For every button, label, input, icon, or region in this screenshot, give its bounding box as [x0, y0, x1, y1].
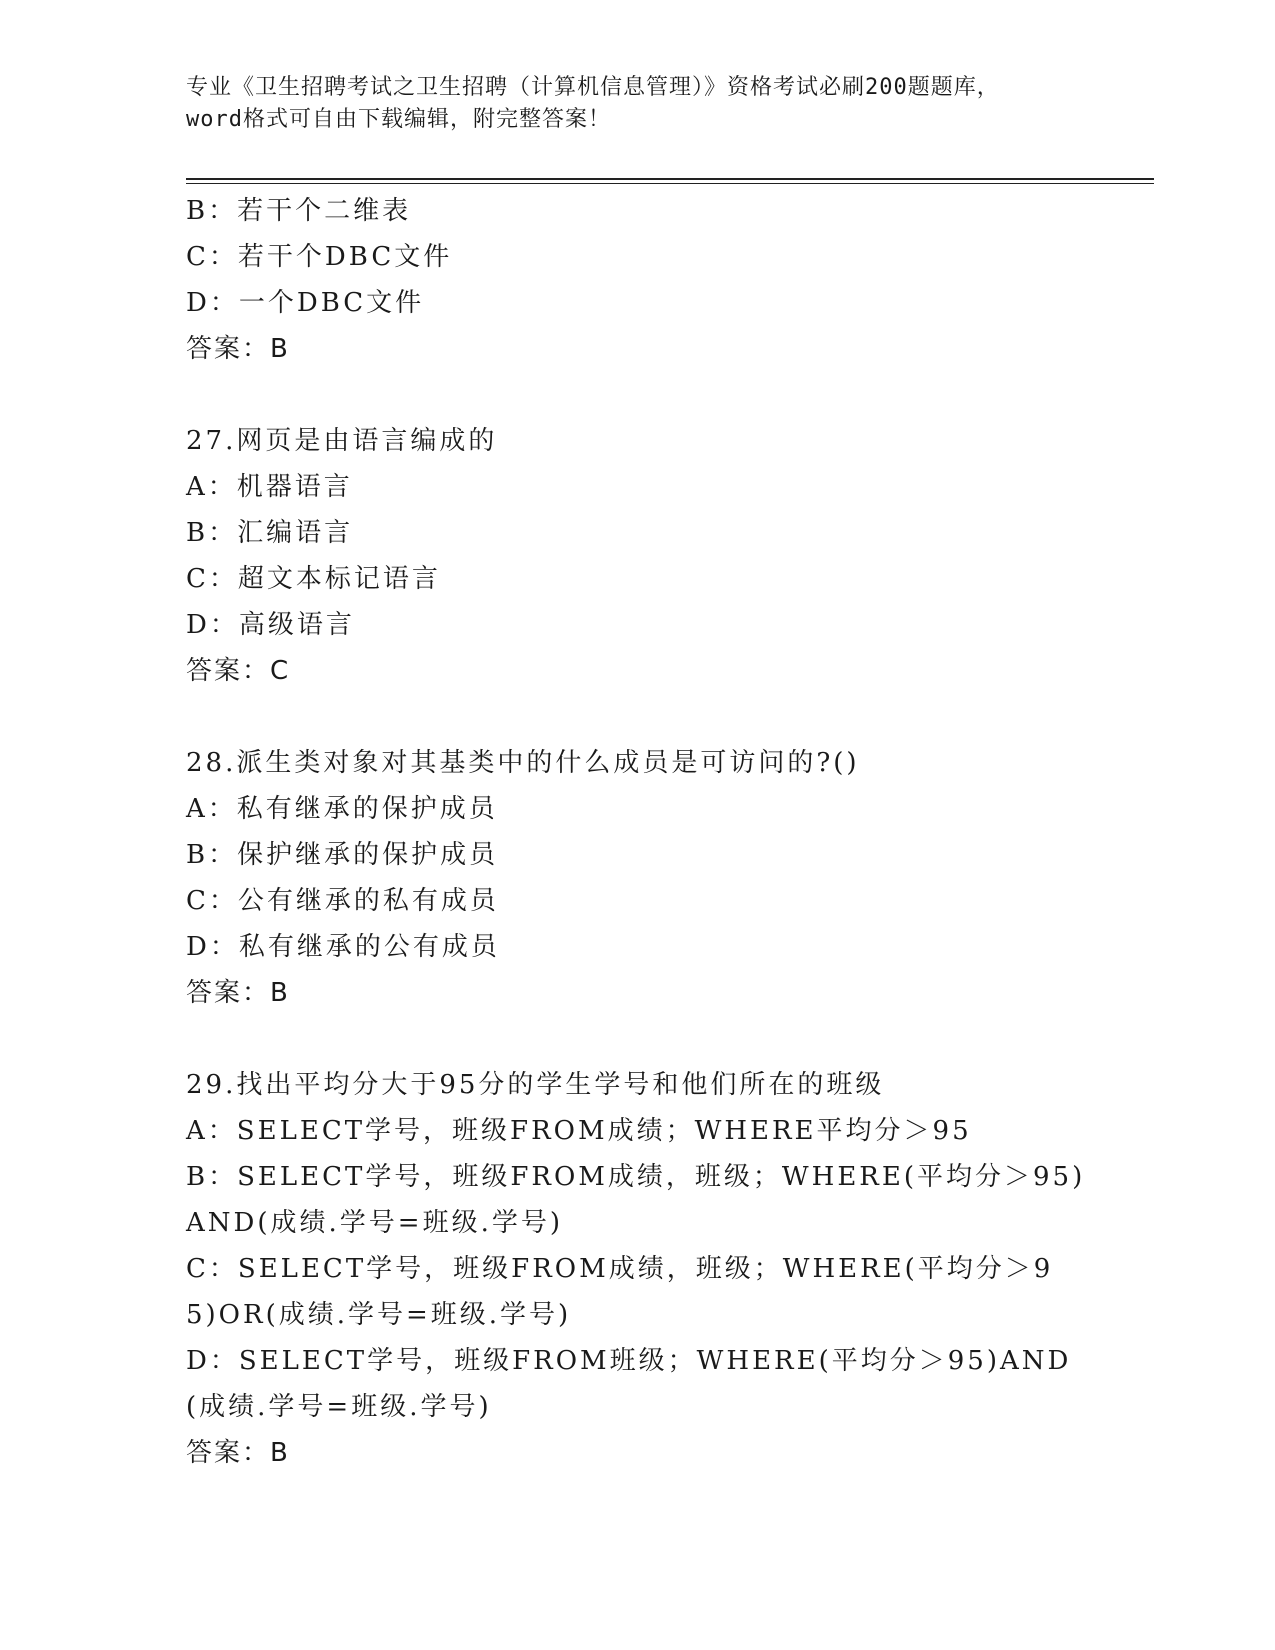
option-a: A：SELECT学号，班级FROM成绩；WHERE平均分＞95 — [186, 1116, 972, 1146]
page-header — [186, 72, 1086, 136]
question-text: 28.派生类对象对其基类中的什么成员是可访问的?() — [186, 748, 860, 778]
option-b: B：汇编语言 — [186, 518, 354, 548]
question-26-block — [186, 188, 1086, 372]
option-c: C：超文本标记语言 — [186, 564, 441, 594]
option-b: B：SELECT学号，班级FROM成绩，班级；WHERE(平均分＞95)AND(成绩.学号=班级.学号) — [186, 1162, 1086, 1238]
question-text: 29.找出平均分大于95分的学生学号和他们所在的班级 — [186, 1070, 885, 1100]
question-29-block — [186, 1062, 1086, 1476]
option-b: B：保护继承的保护成员 — [186, 840, 499, 870]
option-d: D：高级语言 — [186, 610, 355, 640]
answer: 答案：B — [186, 334, 290, 364]
question-text: 27.网页是由语言编成的 — [186, 426, 498, 456]
option-a: A：私有继承的保护成员 — [186, 794, 498, 824]
header-title-line-1: 专业《卫生招聘考试之卫生招聘（计算机信息管理）》资格考试必刷200题题库， — [186, 75, 1000, 100]
header-divider — [186, 178, 1154, 184]
answer: 答案：C — [186, 656, 291, 686]
spacer — [186, 1016, 1086, 1062]
option-d: D：一个DBC文件 — [186, 288, 425, 318]
question-28-block — [186, 740, 1086, 1016]
option-a: A：机器语言 — [186, 472, 353, 502]
header-title-line-2: word格式可自由下载编辑，附完整答案！ — [186, 107, 611, 132]
answer: 答案：B — [186, 1438, 290, 1468]
option-d: D：私有继承的公有成员 — [186, 932, 500, 962]
option-c: C：若干个DBC文件 — [186, 242, 453, 272]
option-b: B：若干个二维表 — [186, 196, 412, 226]
option-c: C：SELECT学号，班级FROM成绩，班级；WHERE(平均分＞95)OR(成绩.学号=班级.学号) — [186, 1254, 1054, 1330]
option-d: D：SELECT学号，班级FROM班级；WHERE(平均分＞95)AND(成绩.学号=班级.学号) — [186, 1346, 1072, 1422]
answer: 答案：B — [186, 978, 290, 1008]
spacer — [186, 694, 1086, 740]
option-c: C：公有继承的私有成员 — [186, 886, 499, 916]
spacer — [186, 372, 1086, 418]
question-list — [186, 188, 1086, 1476]
question-27-block — [186, 418, 1086, 694]
